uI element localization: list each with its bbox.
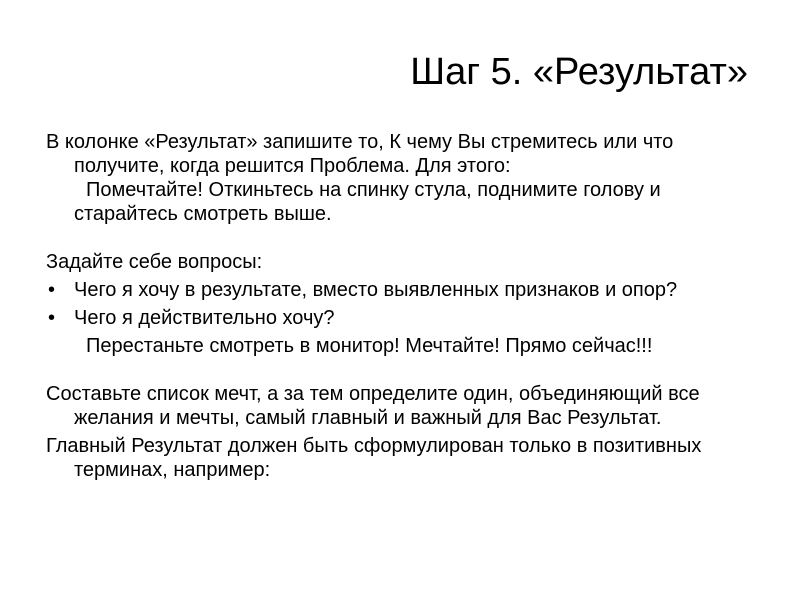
spacer (46, 358, 766, 382)
question-item (46, 306, 766, 330)
bullet-icon: • (48, 307, 56, 329)
slide-body (46, 130, 766, 482)
question-item (46, 278, 766, 302)
question-text: Чего я хочу в результате, вместо выявленных признаков и опор? (74, 279, 678, 301)
intro-paragraph: В колонке «Результат» запишите то, К чему Вы стремитесь или что получите, когда решится Проблема. Для этого: (46, 131, 674, 177)
final-paragraph: Главный Результат должен быть сформулирован только в позитивных терминах, например: (46, 435, 702, 481)
spacer (46, 226, 766, 250)
intro-continuation-text: Помечтайте! Откиньтесь на спинку стула, поднимите голову и старайтесь смотреть выше. (74, 179, 661, 225)
intro-continuation (46, 178, 766, 226)
questions-continuation (46, 334, 766, 358)
slide-title: Шаг 5. «Результат» (410, 51, 748, 93)
bullet-icon: • (48, 279, 56, 301)
questions-heading: Задайте себе вопросы: (46, 251, 263, 273)
list-paragraph: Составьте список мечт, а за тем определите один, объединяющий все желания и мечты, самый главный и важный для Вас Результат. (46, 383, 700, 429)
question-text: Чего я действительно хочу? (74, 307, 335, 329)
questions-continuation-text: Перестаньте смотреть в монитор! Мечтайте! Прямо сейчас!!! (86, 335, 653, 357)
